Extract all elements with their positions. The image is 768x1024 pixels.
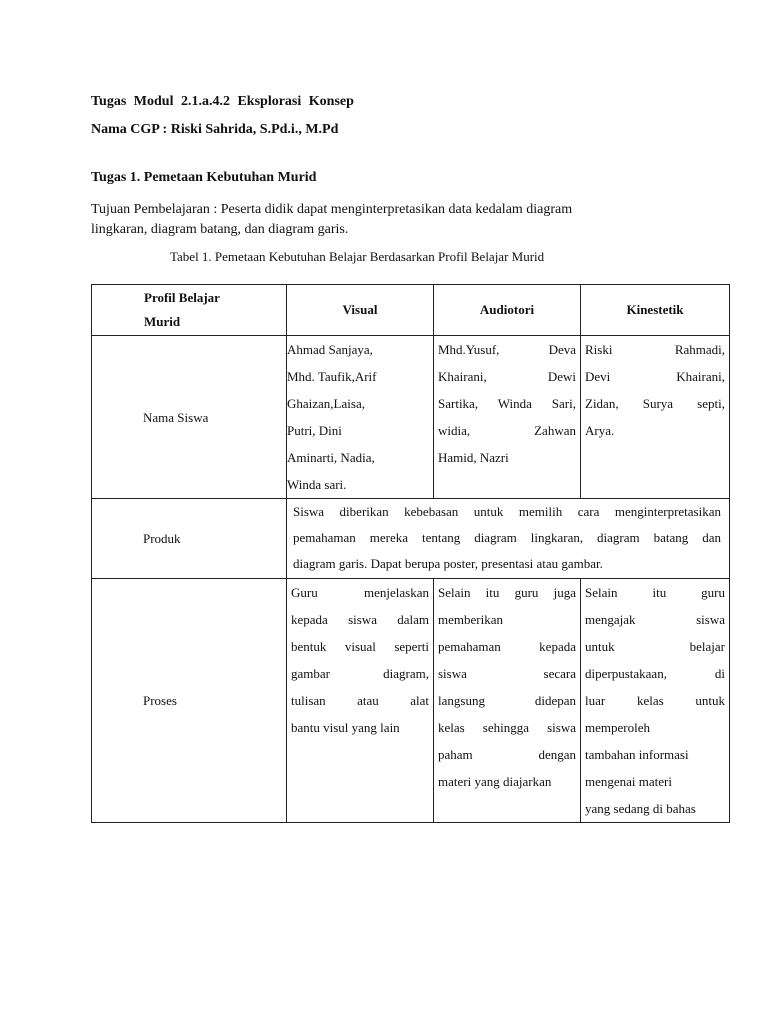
cell-line: Guru menjelaskan — [291, 585, 429, 600]
cell-proses-audiotori — [434, 579, 581, 823]
cell-proses-visual — [287, 579, 434, 823]
cell-line: Selain itu guru — [585, 585, 725, 600]
cell-line: untuk belajar — [585, 639, 725, 654]
cell-nama-audiotori — [434, 336, 581, 499]
cell-line: materi yang diajarkan — [438, 774, 552, 789]
table-row-produk — [92, 499, 730, 579]
cell-line: Putri, Dini — [287, 423, 342, 438]
cell-line: paham dengan — [438, 747, 576, 762]
cell-line: Devi Khairani, — [585, 369, 725, 384]
cell-line: bentuk visual seperti — [291, 639, 429, 654]
learning-objective-line-2: lingkaran, diagram batang, dan diagram garis. — [91, 222, 349, 237]
cell-line: diagram garis. Dapat berupa poster, presentasi atau gambar. — [293, 556, 603, 571]
cell-line: Winda sari. — [287, 477, 347, 492]
row-label-proses: Proses — [92, 579, 287, 823]
cell-line: kelas sehingga siswa — [438, 720, 576, 735]
cell-line: memperoleh — [585, 720, 650, 735]
header-profil-belajar — [92, 285, 287, 336]
cell-line: Mhd. Taufik,Arif — [287, 369, 377, 384]
row-label-nama-siswa: Nama Siswa — [92, 336, 287, 499]
cell-line: Selain itu guru juga — [438, 585, 576, 600]
cell-line: Zidan, Surya septi, — [585, 396, 725, 411]
cell-line: tambahan informasi — [585, 747, 689, 762]
table-caption: Tabel 1. Pemetaan Kebutuhan Belajar Berdasarkan Profil Belajar Murid — [170, 249, 545, 264]
table-row-nama-siswa — [92, 336, 730, 499]
cell-line: Aminarti, Nadia, — [287, 450, 375, 465]
cell-line: Siswa diberikan kebebasan untuk memilih cara menginterpretasikan — [293, 504, 721, 519]
cell-line: mengajak siswa — [585, 612, 725, 627]
cell-line: Khairani, Dewi — [438, 369, 576, 384]
cell-line: yang sedang di bahas — [585, 801, 696, 816]
cell-line: pemahaman kepada — [438, 639, 576, 654]
header-visual: Visual — [287, 285, 434, 336]
table-header-row — [92, 285, 730, 336]
cell-line: Ghaizan,Laisa, — [287, 396, 365, 411]
cell-line: luar kelas untuk — [585, 693, 725, 708]
cell-line: mengenai materi — [585, 774, 672, 789]
cell-line: memberikan — [438, 612, 503, 627]
cgp-name: Nama CGP : Riski Sahrida, S.Pd.i., M.Pd — [91, 122, 339, 137]
cell-line: widia, Zahwan — [438, 423, 576, 438]
cell-line: pemahaman mereka tentang diagram lingkaran, diagram batang dan — [293, 530, 721, 545]
header-profil-line-2: Murid — [144, 314, 181, 329]
learning-needs-table — [91, 284, 730, 823]
learning-objective-line-1: Tujuan Pembelajaran : Peserta didik dapat menginterpretasikan data kedalam diagram — [91, 202, 573, 217]
table-row-proses — [92, 579, 730, 823]
task-heading: Tugas 1. Pemetaan Kebutuhan Murid — [91, 170, 317, 185]
cell-nama-visual — [287, 336, 434, 499]
row-label-produk: Produk — [92, 499, 287, 579]
cell-line: Hamid, Nazri — [438, 450, 509, 465]
cell-line: diperpustakaan, di — [585, 666, 725, 681]
learning-objective — [91, 200, 651, 240]
cell-line: bantu visul yang lain — [291, 720, 400, 735]
cell-proses-kinestetik — [581, 579, 730, 823]
cell-line: kepada siswa dalam — [291, 612, 429, 627]
cell-line: langsung didepan — [438, 693, 576, 708]
header-audiotori: Audiotori — [434, 285, 581, 336]
cell-line: Ahmad Sanjaya, — [287, 342, 373, 357]
cell-line: Mhd.Yusuf, Deva — [438, 342, 576, 357]
cell-line: tulisan atau alat — [291, 693, 429, 708]
cell-line: Riski Rahmadi, — [585, 342, 725, 357]
cell-produk — [287, 499, 730, 579]
header-profil-line-1: Profil Belajar — [144, 290, 220, 305]
header-kinestetik: Kinestetik — [581, 285, 730, 336]
cell-line: siswa secara — [438, 666, 576, 681]
cell-line: Arya. — [585, 423, 615, 438]
cell-line: Sartika, Winda Sari, — [438, 396, 576, 411]
cell-nama-kinestetik — [581, 336, 730, 499]
assignment-title: Tugas Modul 2.1.a.4.2 Eksplorasi Konsep — [91, 94, 354, 109]
cell-line: gambar diagram, — [291, 666, 429, 681]
